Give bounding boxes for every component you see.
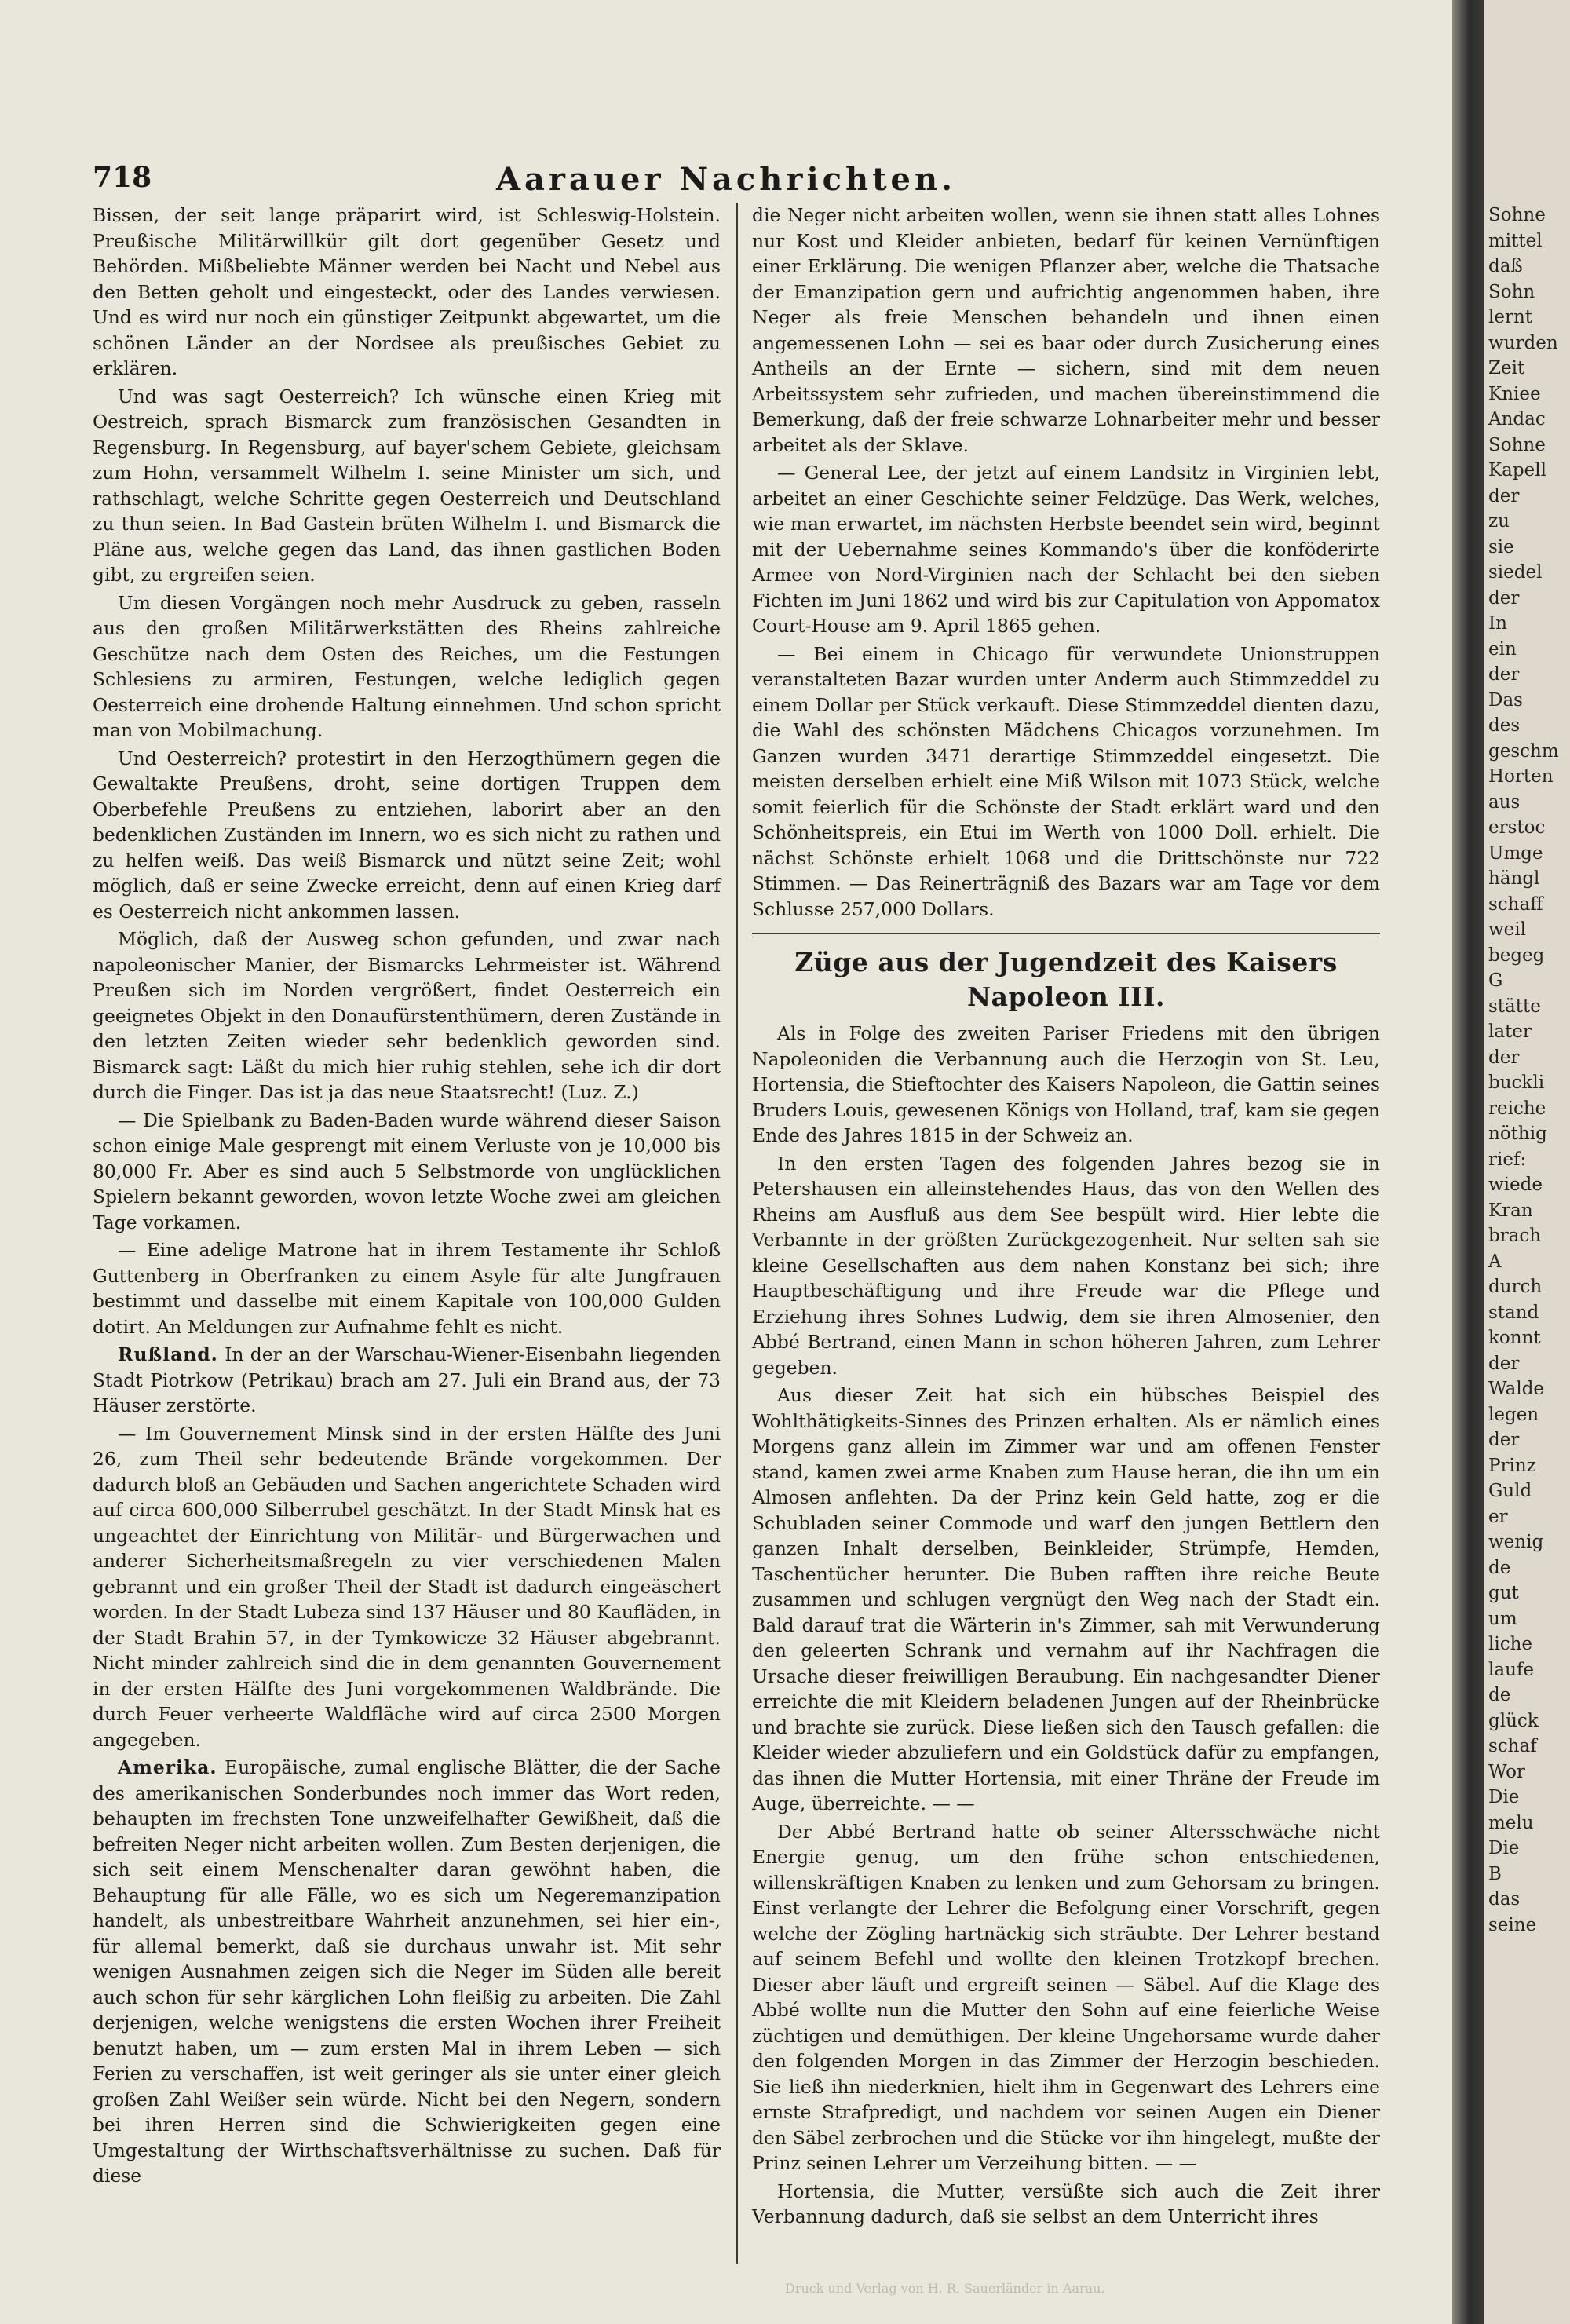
paragraph: die Neger nicht arbeiten wollen, wenn sie ihnen statt alles Lohnes nur Kost und Kleider anbieten, bedarf für keinen Vernünftigen einer Erklärung. Die wenigen Pflanzer aber, welche die Thatsache der Emanzipation gern und aufrichtig angenommen haben, ihre Neger als freie Menschen behandeln und ihnen einen angemessenen Lohn — sei es baar oder durch Zusicherung eines Antheils an der Ernte — sichern, sind mit dem neuen Arbeitssystem sehr zufrieden, und machen übereinstimmend die Bemerkung, daß der freie schwarze Lohnarbeiter mehr und besser arbeitet als der Sklave. [752,204,1380,456]
adjacent-line-fragment: wurden [1488,332,1558,353]
adjacent-line-fragment: melu [1488,1812,1534,1833]
adjacent-line-fragment: brach [1488,1226,1542,1246]
adjacent-line-fragment: de [1488,1685,1511,1705]
paragraph: — Die Spielbank zu Baden-Baden wurde während dieser Saison schon einige Male gesprengt mit einem Verluste von je 10,000 bis 80,000 Fr. Aber es sind auch 5 Selbstmorde von unglücklichen Spielern bekannt geworden, wovon letzte Woche zwei am gleichen Tage vorkamen. [93,1109,721,1233]
adjacent-line-fragment: Walde [1488,1379,1545,1399]
paragraph: — General Lee, der jetzt auf einem Landsitz in Virginien lebt, arbeitet an einer Geschichte seiner Feldzüge. Das Werk, welches, wie man erwartet, im nächsten Herbste beendet sein wird, beginnt mit der Uebernahme seines Kommando's über die konföderirte Armee von Nord-Virginien nach der Schlacht bei den sieben Fichten im Juni 1862 und wird bis zur Capitulation von Appomatox Court-House am 9. April 1865 gehen. [752,462,1380,637]
right-column [752,203,1380,2232]
adjacent-line-fragment: Umge [1488,842,1543,864]
adjacent-line-fragment: seine [1488,1914,1537,1935]
adjacent-line-fragment: durch [1488,1277,1543,1297]
adjacent-line-fragment: Kran [1488,1200,1533,1221]
adjacent-line-fragment: Kniee [1488,383,1541,404]
paragraph: Hortensia, die Mutter, versüßte sich auch die Zeit ihrer Verbannung dadurch, daß sie selbst an dem Unterricht ihres [752,2180,1380,2227]
adjacent-line-fragment: lernt [1488,307,1533,327]
adjacent-line-fragment: der [1488,587,1520,608]
article-title: Züge aus der Jugendzeit des Kaisers Napoleon III. [794,947,1338,1012]
adjacent-line-fragment: G [1488,970,1503,991]
adjacent-line-fragment: Sohne [1488,205,1546,225]
paragraph: Aus dieser Zeit hat sich ein hübsches Beispiel des Wohlthätigkeits-Sinnes des Prinzen erhalten. Als er nämlich eines Morgens ganz allein im Zimmer war und am offenen Fenster stand, kamen zwei arme Knaben zum Hause heran, die ihn um ein Almosen anflehten. Da der Prinz kein Geld hatte, zog er die Schubladen seiner Commode und warf den jungen Bettlern den ganzen Inhalt derselben, Beinkleider, Strümpfe, Hemden, Taschentücher herunter. Die Buben rafften ihre reiche Beute zusammen und schlugen vergnügt den Weg nach der Stadt ein. Bald darauf trat die Wärterin in's Zimmer, sah mit Verwunderung den geleerten Schrank und vernahm auf ihr Nachfragen die Ursache dieser freiwilligen Beraubung. Ein nachgesandter Diener erreichte die mit Kleidern beladenen Jungen auf der Rheinbrücke und brachte sie zurück. Diese ließen sich den Tausch gefallen: die Kleider wieder abzuliefern und ein Goldstück dafür zu empfangen, das ihnen die Mutter Hortensia, mit einer Thräne der Freude im Auge, überreichte. — — [752,1384,1380,1814]
adjacent-line-fragment: Sohne [1488,434,1546,455]
adjacent-line-fragment: Die [1488,1787,1520,1807]
paragraph-amerika [93,1755,721,2189]
adjacent-line-fragment: Sohn [1488,281,1535,302]
adjacent-line-fragment: stand [1488,1302,1539,1323]
adjacent-page-edge [1484,0,1570,2324]
adjacent-line-fragment: buckli [1488,1072,1545,1093]
adjacent-line-fragment: um [1488,1608,1517,1629]
adjacent-line-fragment: wiede [1488,1175,1543,1195]
adjacent-line-fragment: Das [1488,689,1523,711]
adjacent-line-fragment: ein [1488,638,1517,660]
country-heading-russland: Rußland. [118,1343,218,1365]
adjacent-line-fragment: B [1488,1863,1502,1884]
adjacent-line-fragment: Guld [1488,1481,1532,1501]
adjacent-line-fragment: geschm [1488,740,1559,762]
paragraph-russland [93,1342,721,1419]
paragraph: Als in Folge des zweiten Pariser Friedens mit den übrigen Napoleoniden die Verbannung auch die Herzogin von St. Leu, Hortensia, die Stieftochter des Kaisers Napoleon, die Gattin seines Bruders Louis, gewesenen Königs von Holland, traf, kam sie gegen Ende des Jahres 1815 in der Schweiz an. [752,1022,1380,1146]
adjacent-line-fragment: nöthig [1488,1124,1547,1144]
adjacent-page-lines [1484,203,1559,1938]
paragraph-text: Europäische, zumal englische Blätter, die der Sache des amerikanischen Sonderbundes noch immer das Wort reden, behaupten im frechsten Tone unzweifelhafter Gewißheit, daß die befreiten Neger nicht arbeiten wollen. Zum Besten derjenigen, die sich seit einem Menschenalter daran gewöhnt haben, die Behauptung für alle Fälle, wo es sich um Negeremanzipation handelt, als unbestreitbare Wahrheit anzunehmen, sei hier ein-, für allemal bemerkt, daß sie durchaus unwahr ist. Mit sehr wenigen Ausnahmen zeigen sich die Neger im Süden alle bereit auch schon für sehr kärglichen Lohn fleißig zu arbeiten. Die Zahl derjenigen, welche wenigstens die ersten Wochen ihrer Freiheit benutzt haben, um — zum ersten Mal in ihrem Leben — sich Ferien zu verschaffen, ist weit geringer als sie unter einer gleich großen Zahl Weißer sein würde. Nicht bei den Negern, sondern bei ihren Herren sind die Schwierigkeiten gegen eine Umgestaltung der Wirthschaftsverhältnisse zu suchen. Daß für diese [93,1756,721,2187]
column-divider [736,203,738,2264]
adjacent-line-fragment: wenig [1488,1532,1544,1552]
adjacent-line-fragment: der [1488,1047,1520,1068]
adjacent-line-fragment: zu [1488,511,1510,532]
adjacent-line-fragment: hängl [1488,868,1540,889]
paragraph: Und Oesterreich? protestirt in den Herzogthümern gegen die Gewaltakte Preußens, droht, seine dortigen Truppen dem Oberbefehle Preußens zu entziehen, laborirt aber an den bedenklichen Zuständen im Innern, wo es sich nicht zu rathen und zu helfen weiß. Das weiß Bismarck und nützt seine Zeit; wohl möglich, daß er seine Zwecke erreicht, denn auf einen Krieg darf es Oesterreich nicht ankommen lassen. [93,747,721,923]
adjacent-line-fragment: glück [1488,1710,1539,1731]
adjacent-line-fragment: Horten [1488,766,1554,787]
adjacent-line-fragment: Die [1488,1838,1520,1858]
adjacent-line-fragment: A [1488,1251,1502,1272]
paragraph: — Im Gouvernement Minsk sind in der ersten Hälfte des Juni 26, zum Theil sehr bedeutende Brände vorgekommen. Der dadurch bloß an Gebäuden und Sachen angerichtete Schaden wird auf circa 600,000 Silberrubel geschätzt. In der Stadt Minsk hat es ungeachtet der Einrichtung von Militär- und Bürgerwachen und anderer Sicherheitsmaßregeln zu vier verschiedenen Malen gebrannt und ein großer Theil der Stadt ist dadurch eingeäschert worden. In der Stadt Lubeza sind 137 Häuser und 80 Kaufläden, in der Stadt Brahin 57, in der Tymkowicze 32 Häuser abgebrannt. Nicht minder zahlreich sind die in dem genannten Gouvernement in der ersten Hälfte des Juni vorgekommenen Waldbrände. Die durch Feuer verheerte Waldfläche wird auf circa 2500 Morgen angegeben. [93,1422,721,1751]
adjacent-line-fragment: later [1488,1021,1532,1042]
adjacent-line-fragment: er [1488,1506,1508,1527]
adjacent-line-fragment: Wor [1488,1761,1525,1782]
adjacent-line-fragment: das [1488,1889,1521,1909]
adjacent-line-fragment: Zeit [1488,358,1525,378]
adjacent-line-fragment: mittel [1488,230,1543,251]
adjacent-line-fragment: siedel [1488,562,1543,583]
adjacent-line-fragment: Prinz [1488,1455,1536,1476]
paragraph: Der Abbé Bertrand hatte ob seiner Altersschwäche nicht Energie genug, um den frühe schon entschiedenen, willenskräftigen Knaben zu lenken und zum Gehorsam zu bringen. Einst verlangte der Lehrer die Befolgung einer Vorschrift, gegen welche der Zögling hartnäckig sich sträubte. Der Lehrer bestand auf seinem Befehl und wollte den kleinen Trotzkopf brechen. Dieser aber läuft und ergreift seinen — Säbel. Auf die Klage des Abbé wollte nun die Mutter den Sohn auf eine feierliche Weise züchtigen und demüthigen. Der kleine Ungehorsame wurde daher den folgenden Morgen in das Zimmer der Herzogin beschieden. Sie ließ ihn niederknien, hielt ihm in Gegenwart des Lehrers eine ernste Strafpredigt, und nachdem vor seinen Augen ein Diener den Säbel zerbrochen und die Stücke vor ihn hingelegt, mußte der Prinz seinen Lehrer um Verzeihung bitten. — — [752,1820,1380,2174]
country-heading-amerika: Amerika. [118,1756,217,1778]
adjacent-line-fragment: reiche [1488,1098,1546,1119]
adjacent-line-fragment: stätte [1488,996,1541,1017]
adjacent-line-fragment: laufe [1488,1659,1535,1680]
adjacent-line-fragment: schaf [1488,1736,1537,1756]
masthead-title: Aarauer Nachrichten. [495,161,957,198]
adjacent-line-fragment: des [1488,715,1521,736]
paragraph: Um diesen Vorgängen noch mehr Ausdruck zu geben, rasseln aus den großen Militärwerkstätten des Rheins zahlreiche Geschütze nach dem Osten des Reiches, um die Festungen Schlesiens zu armiren, Festungen, welche lediglich gegen Oesterreich eine drohende Haltung einnehmen. Und schon spricht man von Mobilmachung. [93,591,721,741]
adjacent-line-fragment: der [1488,485,1520,506]
adjacent-line-fragment: rief: [1488,1149,1527,1170]
paragraph-text: In der an der Warschau-Wiener-Eisenbahn liegenden Stadt Piotrkow (Petrikau) brach am 27. Juli ein Brand aus, der 73 Häuser zerstörte. [93,1343,721,1416]
adjacent-line-fragment: liche [1488,1634,1533,1654]
adjacent-line-fragment: daß [1488,256,1523,276]
paragraph: Bissen, der seit lange präparirt wird, ist Schleswig-Holstein. Preußische Militärwillkür gilt dort gegenüber Gesetz und Behörden. Mißbeliebte Männer werden bei Nacht und Nebel aus den Betten geholt und eingesteckt, oder des Landes verwiesen. Und es wird nur noch ein günstiger Zeitpunkt abgewartet, um die schönen Länder an der Nordsee als preußisches Gebiet zu erklären. [93,204,721,379]
adjacent-line-fragment: weil [1488,919,1527,940]
adjacent-line-fragment: der [1488,1430,1520,1450]
article-separator [752,933,1380,937]
paragraph: In den ersten Tagen des folgenden Jahres bezog sie in Petershausen ein alleinstehendes Haus, das von den Wellen des Rheins am Ausfluß aus dem See bespült wird. Hier lebte die Verbannte in der größten Zurückgezogenheit. Nur selten sah sie kleine Gesellschaften aus dem nahen Konstanz bei sich; ihre Hauptbeschäftigung und ihre Freude war die Pflege und Erziehung ihres Sohnes Ludwig, dem sie ihren Almosenier, den Abbé Bertrand, einen Mann in schon höheren Jahren, zum Lehrer gegeben. [752,1152,1380,1379]
left-column [93,203,721,2191]
paragraph: — Eine adelige Matrone hat in ihrem Testamente ihr Schloß Guttenberg in Oberfranken zu einem Asyle für alte Jungfrauen bestimmt und dasselbe mit einem Kapitale von 100,000 Gulden dotirt. An Meldungen zur Aufnahme fehlt es nicht. [93,1239,721,1338]
adjacent-line-fragment: gut [1488,1583,1519,1603]
page-header [93,161,1360,200]
paragraph: Und was sagt Oesterreich? Ich wünsche einen Krieg mit Oestreich, sprach Bismarck zum französischen Gesandten in Regensburg. In Regensburg, auf bayer'schem Gebiete, gleichsam zum Hohn, versammelt Wilhelm I. seine Minister um sich, und rathschlagt, welche Schritte gegen Oesterreich und Deutschland zu thun seien. In Bad Gastein brüten Wilhelm I. und Bismarck die Pläne aus, welche gegen das Land, das ihnen gastlichen Boden gibt, zu ergreifen seien. [93,385,721,586]
adjacent-line-fragment: de [1488,1557,1511,1578]
paragraph: Möglich, daß der Ausweg schon gefunden, und zwar nach napoleonischer Manier, der Bismarcks Lehrmeister ist. Während Preußen sich im Norden vergrößert, findet Oesterreich ein geeignetes Objekt in den Donaufürstenthümern, deren Zustände in den letzten Zeiten wieder sehr bedenklich geworden sind. Bismarck sagt: Läßt du mich hier ruhig stehlen, sehe ich dir dort durch die Finger. Das ist ja das neue Staatsrecht! (Luz. Z.) [93,928,721,1103]
adjacent-line-fragment: aus [1488,791,1521,813]
adjacent-line-fragment: legen [1488,1404,1539,1425]
adjacent-line-fragment: begeg [1488,945,1545,966]
adjacent-line-fragment: der [1488,664,1520,685]
adjacent-line-fragment: konnt [1488,1328,1541,1348]
adjacent-line-fragment: Kapell [1488,460,1546,481]
book-gutter [1452,0,1484,2324]
adjacent-line-fragment: Andac [1488,409,1546,429]
adjacent-line-fragment: In [1488,613,1507,634]
adjacent-line-fragment: erstoc [1488,817,1546,838]
adjacent-line-fragment: der [1488,1353,1520,1374]
footer-imprint: Druck und Verlag von H. R. Sauerländer in Aarau. [785,2281,1105,2296]
adjacent-line-fragment: schaff [1488,893,1543,915]
adjacent-line-fragment: sie [1488,536,1514,557]
page-number: 718 [93,161,152,194]
paragraph: — Bei einem in Chicago für verwundete Unionstruppen veranstalteten Bazar wurden unter Anderm auch Stimmzeddel zu einem Dollar per Stück verkauft. Diese Stimmzeddel dienten dazu, die Wahl des schönsten Mädchens Chicagos vorzunehmen. Im Ganzen wurden 3471 derartige Stimmzeddel eingesetzt. Die meisten derselben erhielt eine Miß Wilson mit 1073 Stück, welche somit feierlich für die Schönste der Stadt erklärt ward und den Schönheitspreis, ein Etui im Werth von 1000 Doll. erhielt. Die nächst Schönste erhielt 1068 und die Drittschönste nur 722 Stimmen. — Das Reinerträgniß des Bazars war am Tage vor dem Schlusse 257,000 Dollars. [752,642,1380,920]
